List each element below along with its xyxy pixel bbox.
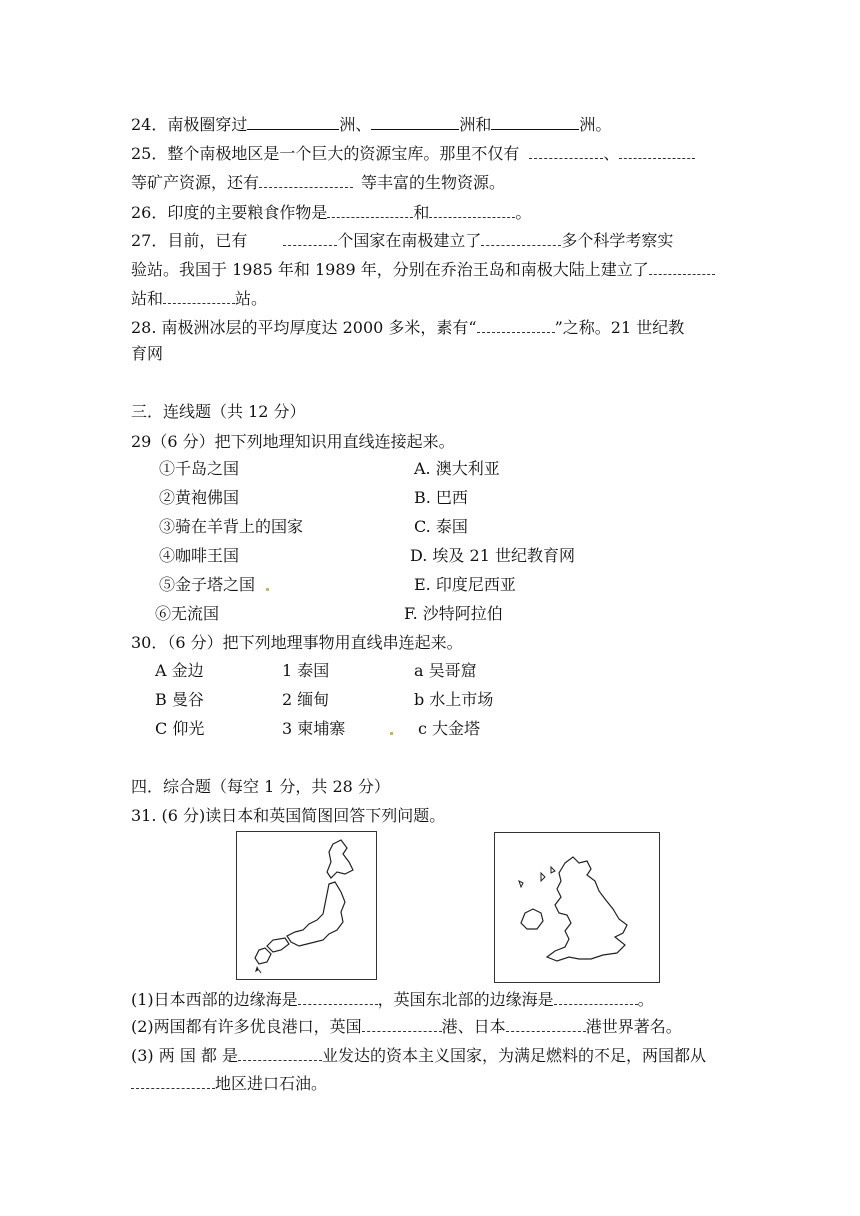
q26-text: 和 <box>413 203 430 222</box>
q30-column-2 <box>282 660 345 747</box>
q31-text: ，英国东北部的边缘海是 <box>377 990 554 1009</box>
japan-outline <box>237 832 376 979</box>
q30-item[interactable]: b 水上市场 <box>414 690 494 709</box>
q30-item[interactable]: A 金边 <box>155 661 204 680</box>
q25-text: 等丰富的生物资源。 <box>361 173 506 192</box>
answer-blank[interactable] <box>371 111 459 130</box>
q31-text: 业发达的资本主义国家，为满足燃料的不足，两国都从 <box>322 1046 707 1065</box>
q25-text: 等矿产资源，还有 <box>131 173 260 192</box>
q27-text: 站和 <box>131 289 164 308</box>
q26-text: 26．印度的主要粮食作物是 <box>131 203 328 222</box>
q30-item[interactable]: C 仰光 <box>155 719 205 738</box>
question-31-part-4 <box>131 1072 327 1095</box>
answer-blank[interactable] <box>327 201 413 218</box>
question-26 <box>131 201 531 224</box>
question-25-line-2 <box>131 171 505 194</box>
q27-text: 27．目前，已有 <box>131 231 248 250</box>
q29-right-item[interactable]: A. 澳大利亚 <box>414 459 500 478</box>
section-3-heading: 三．连线题（共 12 分） <box>131 402 306 421</box>
question-31-part-3 <box>131 1044 706 1067</box>
q28-text: 育网 <box>131 344 164 363</box>
q24-text: 洲。 <box>579 115 612 134</box>
q28-text: ”之称。21 世纪教 <box>554 318 685 337</box>
q29-left-item[interactable]: ⑤金子塔之国 <box>159 575 256 594</box>
answer-blank[interactable] <box>554 988 638 1005</box>
q31-text: 港世界著名。 <box>585 1017 682 1036</box>
uk-outline <box>495 833 659 982</box>
answer-blank[interactable] <box>283 229 337 246</box>
stray-mark <box>390 732 393 735</box>
q30-item[interactable]: B 曼谷 <box>155 690 204 709</box>
answer-blank[interactable] <box>491 111 579 130</box>
answer-blank[interactable] <box>529 142 603 159</box>
q29-right-item[interactable]: D. 埃及 21 世纪教育网 <box>410 546 575 565</box>
answer-blank[interactable] <box>429 201 515 218</box>
q30-column-3 <box>414 660 493 747</box>
q27-text: 站。 <box>235 289 268 308</box>
question-29-title: 29（6 分）把下列地理知识用直线连接起来。 <box>131 432 455 451</box>
answer-blank[interactable] <box>362 1015 442 1032</box>
answer-blank[interactable] <box>298 988 378 1005</box>
q29-left-item[interactable]: ①千岛之国 <box>159 459 240 478</box>
q28-text: 28. 南极洲冰层的平均厚度达 2000 多米，素有“ <box>131 318 477 337</box>
q29-right-item[interactable]: F. 沙特阿拉伯 <box>404 604 503 623</box>
question-31-part-2 <box>131 1015 682 1038</box>
q29-right-item[interactable]: E. 印度尼西亚 <box>414 575 516 594</box>
question-30-title: 30．（6 分）把下列地理事物用直线串连起来。 <box>131 633 463 652</box>
q31-text: 。 <box>637 990 654 1009</box>
q27-text: 多个科学考察实 <box>561 231 674 250</box>
q29-left-column <box>155 458 304 632</box>
q30-item[interactable]: c 大金塔 <box>418 719 481 738</box>
answer-blank[interactable] <box>619 142 695 159</box>
question-24 <box>131 111 611 136</box>
q29-left-item[interactable]: ③骑在羊背上的国家 <box>159 517 304 536</box>
q31-text: (2)两国都有许多优良港口，英国 <box>131 1017 362 1036</box>
q29-left-item[interactable]: ②黄袍佛国 <box>159 488 240 507</box>
q30-item[interactable]: a 吴哥窟 <box>414 661 477 680</box>
q31-text: 港、日本 <box>441 1017 506 1036</box>
question-25-line-1 <box>131 142 695 165</box>
q24-text: 洲和 <box>459 115 492 134</box>
answer-blank[interactable] <box>247 111 339 130</box>
question-31-part-1 <box>131 988 654 1011</box>
q30-item[interactable]: 1 泰国 <box>282 661 330 680</box>
question-31-title: 31. (6 分)读日本和英国简图回答下列问题。 <box>131 806 446 825</box>
question-28-line-1 <box>131 316 684 339</box>
q29-left-item[interactable]: ④咖啡王国 <box>159 546 240 565</box>
q30-column-1 <box>155 660 204 747</box>
japan-map <box>236 831 377 980</box>
q29-right-item[interactable]: B. 巴西 <box>414 488 468 507</box>
question-27-line-2 <box>131 258 715 281</box>
q24-prefix: 24．南极圈穿过 <box>131 115 248 134</box>
answer-blank[interactable] <box>477 316 555 333</box>
answer-blank[interactable] <box>481 229 561 246</box>
q25-text: 、 <box>603 144 620 163</box>
q31-text: (1)日本西部的边缘海是 <box>131 990 298 1009</box>
answer-blank[interactable] <box>649 258 715 275</box>
q30-item[interactable]: 3 柬埔寨 <box>282 719 346 738</box>
q24-text: 洲、 <box>339 115 372 134</box>
answer-blank[interactable] <box>163 287 235 304</box>
q29-left-item[interactable]: ⑥无流国 <box>155 604 220 623</box>
q31-text: 地区进口石油。 <box>215 1074 328 1093</box>
q26-text: 。 <box>515 203 532 222</box>
answer-blank[interactable] <box>259 171 353 188</box>
q30-item[interactable]: 2 缅甸 <box>282 690 330 709</box>
q25-text: 25．整个南极地区是一个巨大的资源宝库。那里不仅有 <box>131 144 520 163</box>
answer-blank[interactable] <box>506 1015 586 1032</box>
q29-right-item[interactable]: C. 泰国 <box>414 517 468 536</box>
stray-mark <box>266 588 269 591</box>
section-4-heading: 四．综合题（每空 1 分，共 28 分） <box>131 777 390 796</box>
answer-blank[interactable] <box>238 1044 322 1061</box>
uk-map <box>494 832 660 983</box>
question-27-line-1 <box>131 229 673 252</box>
q29-right-column <box>404 458 575 632</box>
q27-text: 个国家在南极建立了 <box>337 231 482 250</box>
answer-blank[interactable] <box>131 1072 215 1089</box>
question-28-line-2 <box>131 343 163 365</box>
q27-text: 验站。我国于 1985 年和 1989 年，分别在乔治王岛和南极大陆上建立了 <box>131 260 649 279</box>
question-27-line-3 <box>131 287 267 310</box>
q31-text: (3) 两 国 都 是 <box>131 1046 239 1065</box>
